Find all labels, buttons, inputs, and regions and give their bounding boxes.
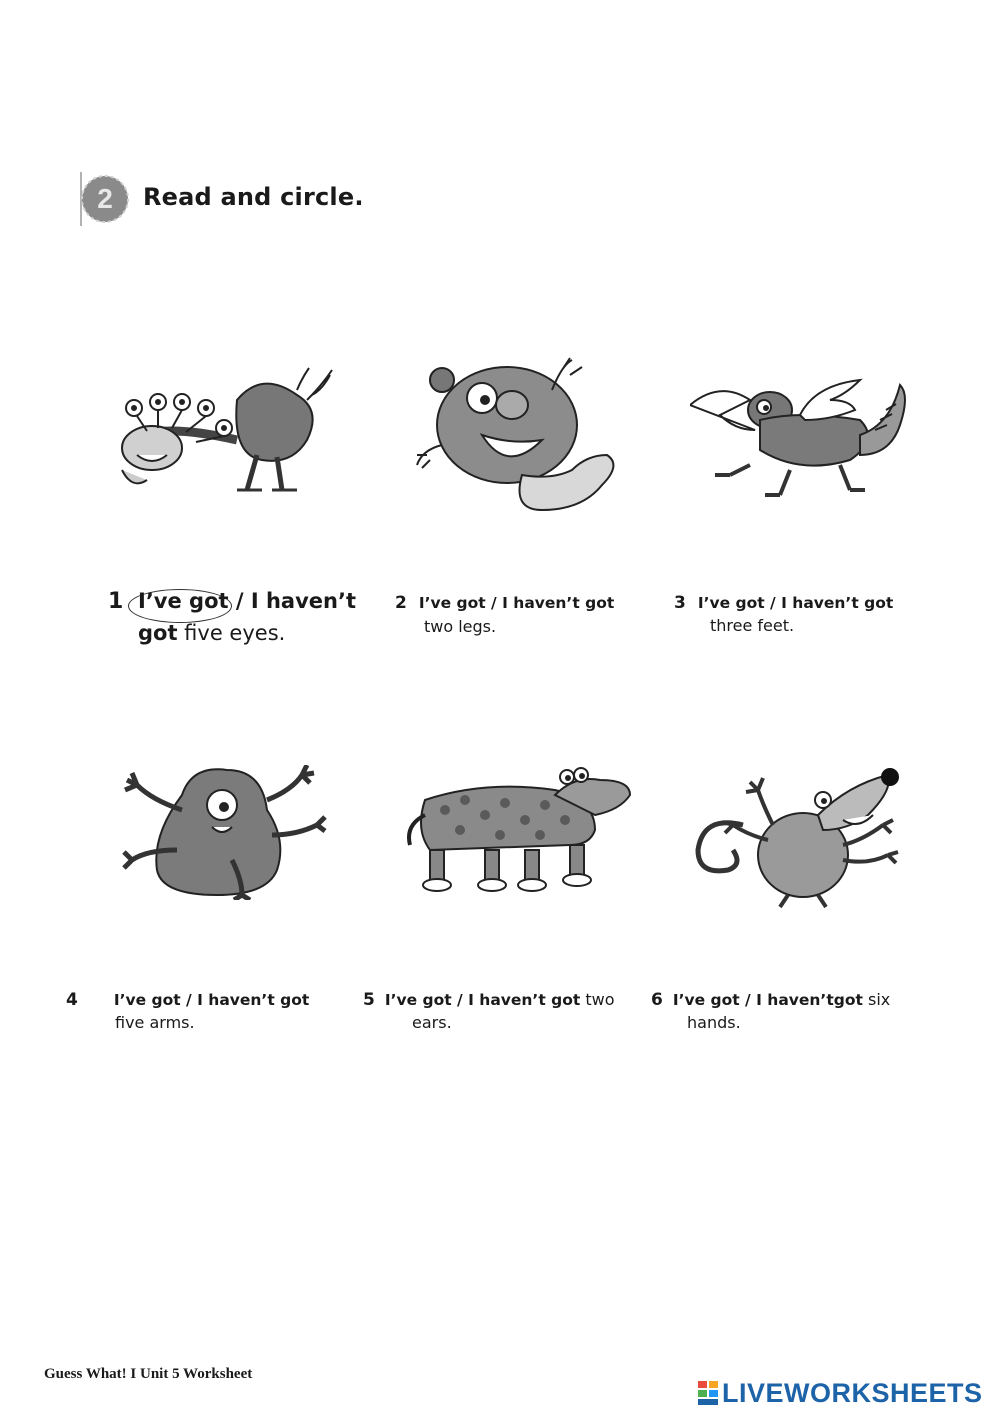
item-number: 6 <box>651 990 663 1010</box>
item-number: 3 <box>674 593 686 613</box>
item-number: 1 <box>108 589 124 614</box>
footer-book-title: Guess What! I Unit 5 Worksheet <box>44 1366 253 1382</box>
exercise-number-badge <box>76 170 130 228</box>
sentence-rest-inline: two <box>580 990 615 1009</box>
sentence-rest: two legs. <box>424 617 497 636</box>
sentence-rest: hands. <box>687 1013 741 1032</box>
monster-five-eyes-picture <box>112 360 347 500</box>
sentence-rest: five eyes. <box>177 621 286 645</box>
sentence-rest: ears. <box>412 1013 452 1032</box>
choice-slash: / <box>228 589 251 613</box>
monster-two-legs-picture <box>412 350 627 515</box>
sentence-rest-inline: six <box>862 990 891 1009</box>
exercise-number: 2 <box>97 183 113 214</box>
choice-options[interactable]: I’ve got / I haven’t got <box>384 991 581 1009</box>
monster-six-hands-picture <box>693 765 908 910</box>
monster-five-arms-picture <box>122 765 327 900</box>
choice-options[interactable]: I’ve got / I haven’t got <box>697 594 894 612</box>
monster-three-feet-picture <box>690 375 920 505</box>
sentence-rest: five arms. <box>115 1013 195 1032</box>
choice-options[interactable]: I’ve got / I haven’t got <box>113 991 310 1009</box>
choice-options[interactable]: I’ve got / I haven’t got <box>418 594 615 612</box>
liveworksheets-logo[interactable] <box>697 1378 983 1408</box>
choice-i-havent[interactable]: I haven’t <box>250 589 356 613</box>
sentence-rest: three feet. <box>710 616 795 635</box>
item-number: 4 <box>66 990 78 1010</box>
monster-two-ears-picture <box>405 765 635 895</box>
item-number: 2 <box>395 593 407 613</box>
choice-options[interactable]: I’ve got / I haven’tgot <box>672 991 863 1009</box>
liveworksheets-text: LIVEWORKSHEETS <box>722 1378 983 1408</box>
choice-i-havent-cont[interactable]: got <box>138 621 178 645</box>
liveworksheets-icon <box>697 1380 719 1406</box>
choice-ive-got[interactable]: I’ve got <box>138 589 229 613</box>
item-number: 5 <box>363 990 375 1010</box>
exercise-title: Read and circle. <box>143 183 364 211</box>
